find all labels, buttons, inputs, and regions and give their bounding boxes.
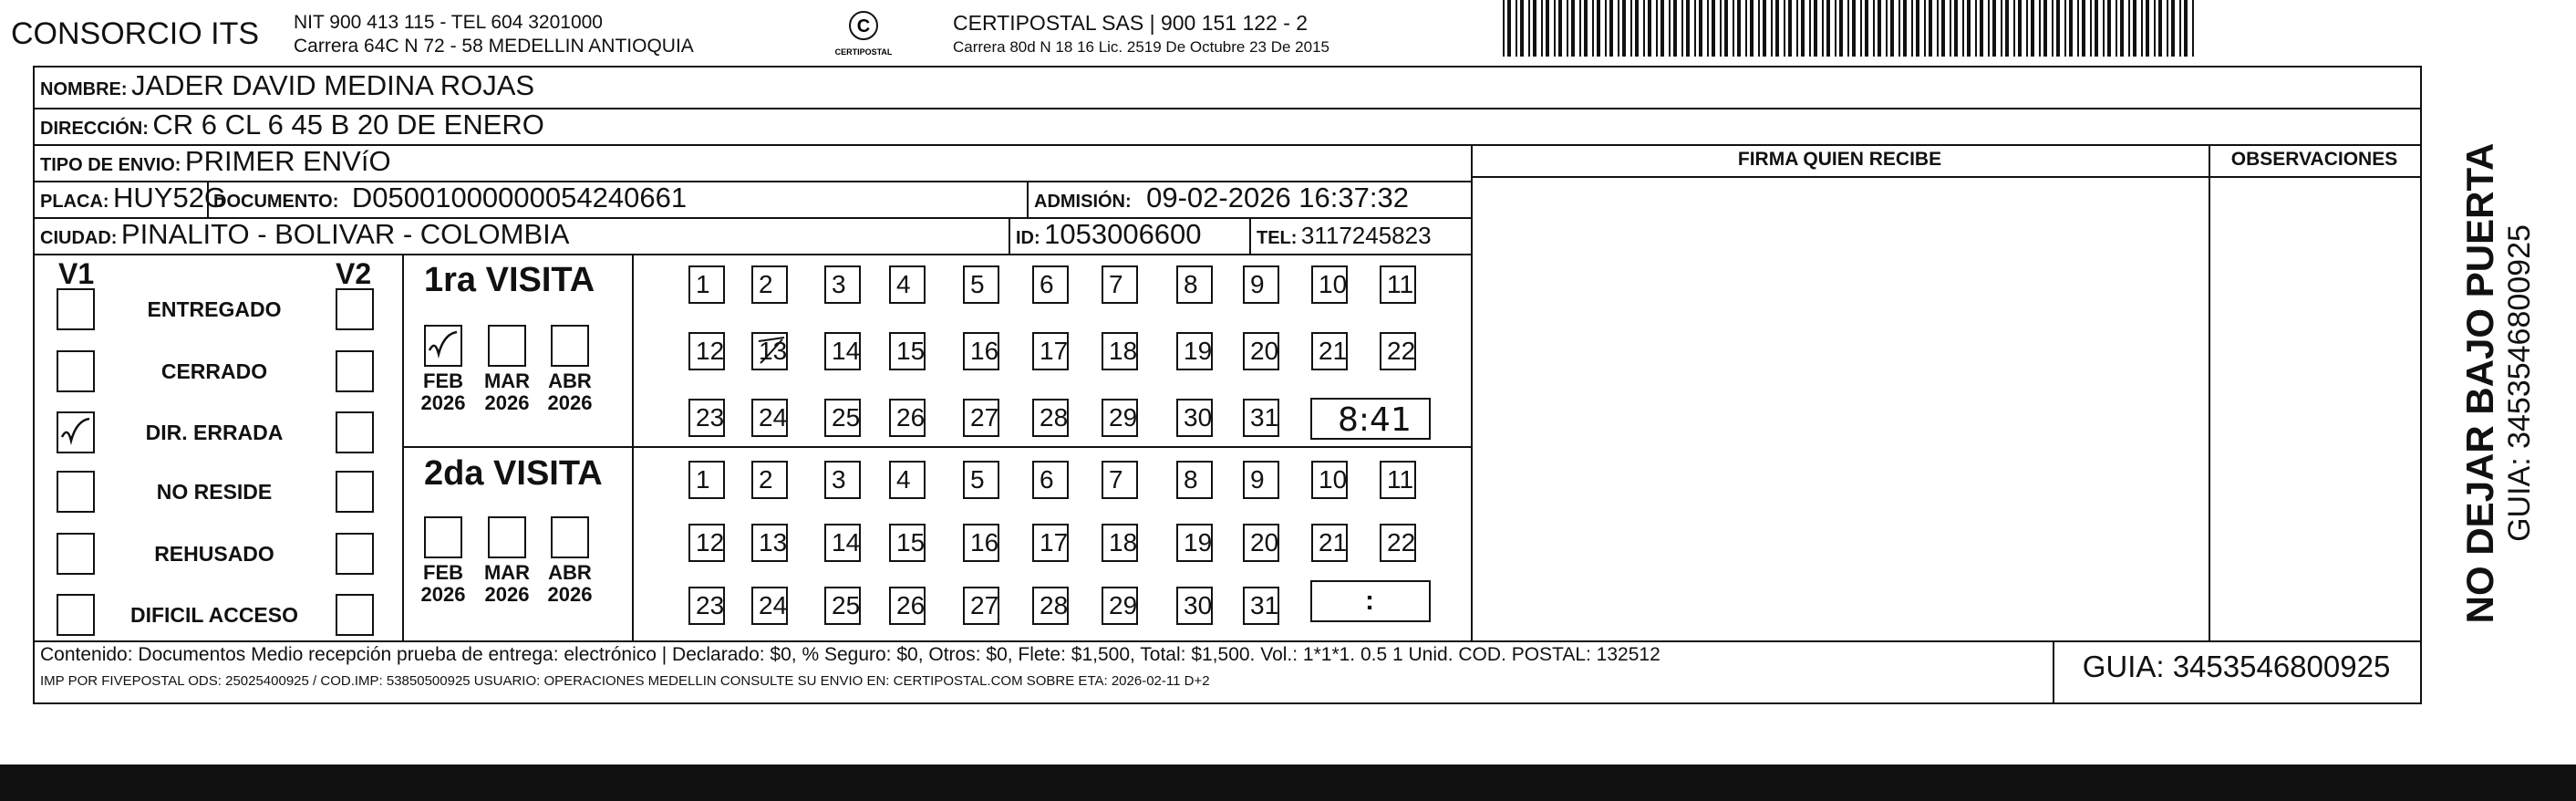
day-16-box[interactable]: 16	[963, 524, 999, 562]
v1-checkbox[interactable]	[57, 288, 95, 330]
svg-text:C: C	[856, 16, 871, 36]
month-label: ABR	[548, 561, 592, 584]
day-6-box[interactable]: 6	[1032, 461, 1069, 499]
status-label: CERRADO	[160, 359, 268, 383]
day-17-box[interactable]: 17	[1032, 524, 1069, 562]
day-24-box[interactable]: 24	[751, 399, 788, 437]
day-4-box[interactable]: 4	[889, 265, 926, 304]
day-1-box[interactable]: 1	[688, 265, 725, 304]
day-29-box[interactable]: 29	[1102, 587, 1138, 625]
day-20-box[interactable]: 20	[1243, 332, 1279, 370]
tipo-envio-field: TIPO DE ENVIO: PRIMER ENVíO	[40, 145, 391, 177]
tel-field: TEL: 3117245823	[1257, 222, 1432, 249]
day-3-box[interactable]: 3	[824, 461, 861, 499]
carrier-address: Carrera 80d N 18 16 Lic. 2519 De Octubre 23 De 2015	[953, 38, 1329, 56]
day-3-box[interactable]: 3	[824, 265, 861, 304]
year-label: 2026	[420, 583, 466, 606]
v2-checkbox[interactable]	[336, 533, 374, 575]
second-visit-title: 2da VISITA	[424, 454, 603, 493]
second-visit-time: :	[1365, 586, 1374, 616]
day-2-box[interactable]: 2	[751, 461, 788, 499]
day-10-box[interactable]: 10	[1311, 461, 1348, 499]
barcode	[1503, 0, 2198, 57]
day-28-box[interactable]: 28	[1032, 587, 1069, 625]
month-checkbox[interactable]	[424, 516, 462, 558]
v1-checkbox[interactable]	[57, 350, 95, 392]
day-31-box[interactable]: 31	[1243, 399, 1279, 437]
documento-field: DOCUMENTO: D05001000000054240661	[213, 182, 688, 213]
v2-checkbox[interactable]	[336, 411, 374, 453]
day-14-box[interactable]: 14	[824, 524, 861, 562]
month-checkbox[interactable]	[488, 516, 526, 558]
day-29-box[interactable]: 29	[1102, 399, 1138, 437]
day-25-box[interactable]: 25	[824, 587, 861, 625]
month-label: ABR	[548, 369, 592, 392]
day-8-box[interactable]: 8	[1176, 461, 1213, 499]
day-27-box[interactable]: 27	[963, 399, 999, 437]
day-19-box[interactable]: 19	[1176, 524, 1213, 562]
day-23-box[interactable]: 23	[688, 587, 725, 625]
imp-text: IMP POR FIVEPOSTAL ODS: 25025400925 / COD.IMP: 53850500925 USUARIO: OPERACIONES MEDELLIN CONSULTE SU ENVIO EN: CERTIPOSTAL.COM SOBRE ETA: 2026-02-11 D+2	[40, 673, 1210, 689]
day-21-box[interactable]: 21	[1311, 332, 1348, 370]
second-visit-time-box	[1310, 580, 1431, 622]
day-30-box[interactable]: 30	[1176, 399, 1213, 437]
status-label: NO RESIDE	[156, 480, 273, 504]
day-23-box[interactable]: 23	[688, 399, 725, 437]
day-24-box[interactable]: 24	[751, 587, 788, 625]
month-checkbox[interactable]	[424, 325, 462, 367]
month-label: MAR	[483, 369, 531, 392]
year-label: 2026	[420, 391, 466, 414]
day-16-box[interactable]: 16	[963, 332, 999, 370]
logo-text: CERTIPOSTAL	[834, 47, 893, 57]
direccion-field: DIRECCIÓN: CR 6 CL 6 45 B 20 DE ENERO	[40, 109, 544, 140]
day-22-box[interactable]: 22	[1380, 524, 1416, 562]
day-20-box[interactable]: 20	[1243, 524, 1279, 562]
month-label: FEB	[423, 369, 463, 392]
day-4-box[interactable]: 4	[889, 461, 926, 499]
status-label: DIFICIL ACCESO	[129, 603, 298, 627]
no-dejar-bajo-puerta: NO DEJAR BAJO PUERTA	[2458, 142, 2501, 624]
first-visit-title: 1ra VISITA	[424, 261, 595, 299]
nombre-field: NOMBRE: JADER DAVID MEDINA ROJAS	[40, 69, 535, 101]
footer-guia: GUIA: 3453546800925	[2082, 650, 2391, 683]
month-label: MAR	[483, 561, 531, 584]
v1-checkbox[interactable]	[57, 533, 95, 575]
day-27-box[interactable]: 27	[963, 587, 999, 625]
year-label: 2026	[547, 391, 593, 414]
day-10-box[interactable]: 10	[1311, 265, 1348, 304]
contenido-text: Contenido: Documentos Medio recepción prueba de entrega: electrónico | Declarado: $0, % Seguro: $0, Otros: $0, Flete: $1,500, Total: $1,500. Vol.: 1*1*1. 0.5 1 Unid. COD. POSTAL: 132512	[40, 644, 1660, 665]
day-17-box[interactable]: 17	[1032, 332, 1069, 370]
day-12-box[interactable]: 12	[688, 524, 725, 562]
certipostal-logo	[813, 7, 914, 62]
day-28-box[interactable]: 28	[1032, 399, 1069, 437]
placa-field: PLACA: HUY52G	[40, 182, 227, 213]
nit-line: NIT 900 413 115 - TEL 604 3201000	[294, 12, 603, 33]
day-18-box[interactable]: 18	[1102, 524, 1138, 562]
v2-checkbox[interactable]	[336, 471, 374, 513]
day-13-box[interactable]: 13	[751, 524, 788, 562]
first-visit-time-box	[1310, 398, 1431, 440]
id-field: ID: 1053006600	[1016, 218, 1202, 250]
day-18-box[interactable]: 18	[1102, 332, 1138, 370]
observaciones-header: OBSERVACIONES	[2230, 149, 2398, 170]
day-31-box[interactable]: 31	[1243, 587, 1279, 625]
v1-checkbox[interactable]	[57, 594, 95, 636]
v2-header: V2	[336, 257, 372, 290]
firma-header: FIRMA QUIEN RECIBE	[1737, 149, 1942, 170]
v2-checkbox[interactable]	[336, 594, 374, 636]
status-label: DIR. ERRADA	[145, 421, 284, 444]
carrier-line: CERTIPOSTAL SAS | 900 151 122 - 2	[953, 11, 1309, 35]
month-label: FEB	[423, 561, 463, 584]
bottom-band	[0, 765, 2576, 801]
day-6-box[interactable]: 6	[1032, 265, 1069, 304]
day-26-box[interactable]: 26	[889, 399, 926, 437]
day-1-box[interactable]: 1	[688, 461, 725, 499]
v1-header: V1	[58, 257, 95, 290]
month-checkbox[interactable]	[488, 325, 526, 367]
day-12-box[interactable]: 12	[688, 332, 725, 370]
v2-checkbox[interactable]	[336, 350, 374, 392]
day-7-box[interactable]: 7	[1102, 461, 1138, 499]
day-15-box[interactable]: 15	[889, 332, 926, 370]
v2-checkbox[interactable]	[336, 288, 374, 330]
day-13-box[interactable]: 13	[751, 332, 788, 370]
side-guia: GUIA: 3453546800925	[2502, 224, 2537, 542]
day-11-box[interactable]: 11	[1380, 461, 1416, 499]
day-26-box[interactable]: 26	[889, 587, 926, 625]
day-25-box[interactable]: 25	[824, 399, 861, 437]
day-22-box[interactable]: 22	[1380, 332, 1416, 370]
v1-checkbox[interactable]	[57, 411, 95, 453]
day-15-box[interactable]: 15	[889, 524, 926, 562]
month-checkbox[interactable]	[551, 516, 589, 558]
day-5-box[interactable]: 5	[963, 265, 999, 304]
admision-field: ADMISIÓN: 09-02-2026 16:37:32	[1034, 182, 1409, 213]
year-label: 2026	[484, 583, 530, 606]
day-2-box[interactable]: 2	[751, 265, 788, 304]
day-9-box[interactable]: 9	[1243, 265, 1279, 304]
day-21-box[interactable]: 21	[1311, 524, 1348, 562]
day-11-box[interactable]: 11	[1380, 265, 1416, 304]
day-9-box[interactable]: 9	[1243, 461, 1279, 499]
year-label: 2026	[484, 391, 530, 414]
month-checkbox[interactable]	[551, 325, 589, 367]
year-label: 2026	[547, 583, 593, 606]
day-8-box[interactable]: 8	[1176, 265, 1213, 304]
ciudad-field: CIUDAD: PINALITO - BOLIVAR - COLOMBIA	[40, 218, 570, 250]
v1-checkbox[interactable]	[57, 471, 95, 513]
day-19-box[interactable]: 19	[1176, 332, 1213, 370]
address-line: Carrera 64C N 72 - 58 MEDELLIN ANTIOQUIA	[294, 36, 694, 57]
company-name: CONSORCIO ITS	[11, 16, 260, 51]
status-label: REHUSADO	[154, 542, 274, 566]
day-5-box[interactable]: 5	[963, 461, 999, 499]
day-30-box[interactable]: 30	[1176, 587, 1213, 625]
day-14-box[interactable]: 14	[824, 332, 861, 370]
status-label: ENTREGADO	[147, 297, 282, 321]
first-visit-time: 8:41	[1338, 401, 1412, 439]
day-7-box[interactable]: 7	[1102, 265, 1138, 304]
